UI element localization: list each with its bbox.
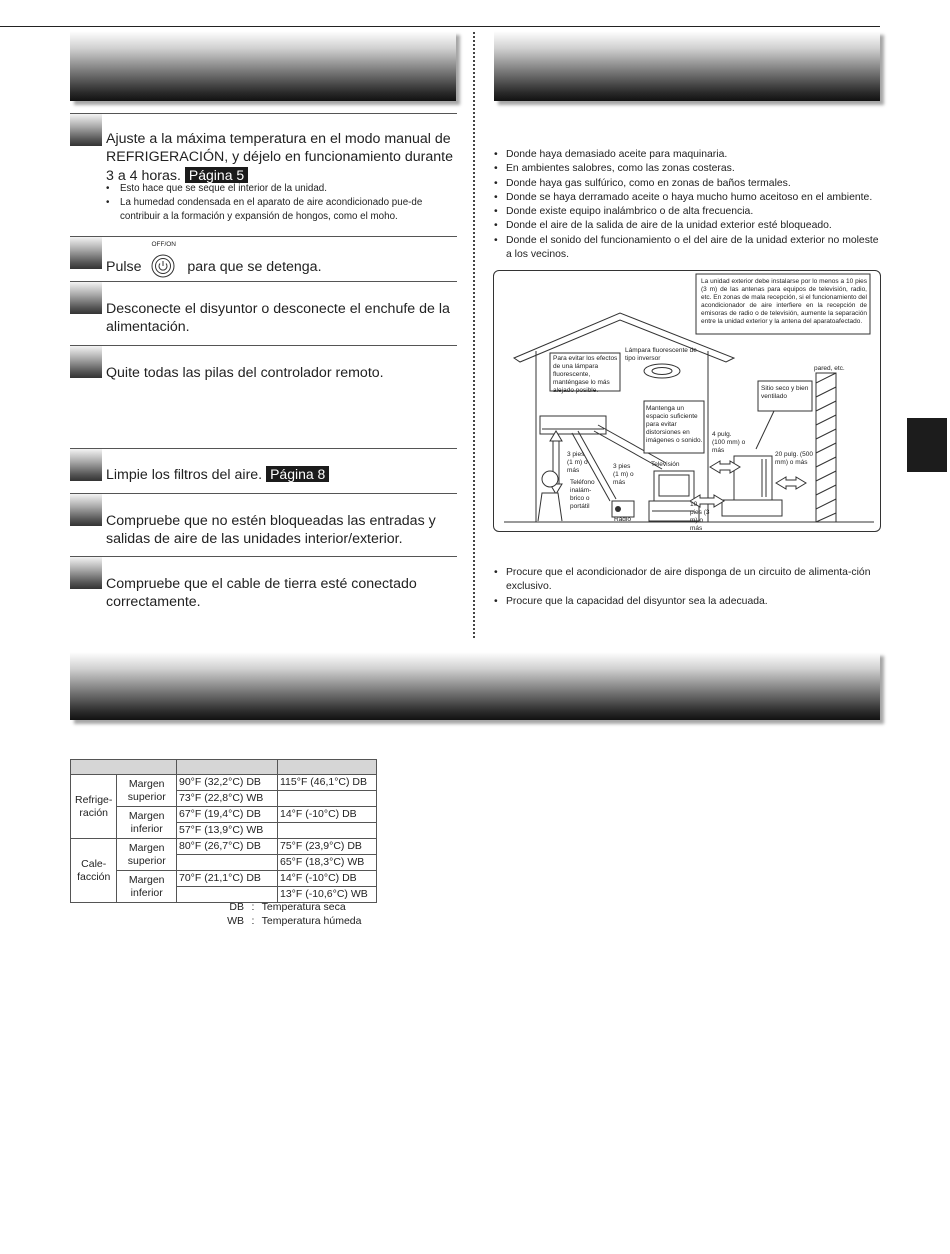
step-text: Limpie los filtros del aire. Página 8 bbox=[106, 465, 458, 484]
four-inch-label: 4 pulg. (100 mm) o más bbox=[712, 431, 746, 454]
column-divider bbox=[473, 32, 475, 638]
table-row: 13°F (-10,6°C) WB bbox=[71, 887, 377, 903]
step-7 bbox=[70, 556, 457, 617]
table-row: 65°F (18,3°C) WB bbox=[71, 855, 377, 871]
header-bar-left bbox=[70, 31, 456, 101]
step-text: Pulse OFF/ON para que se detenga. bbox=[106, 255, 458, 279]
dry-place-label: Sitio seco y bien ventilado bbox=[761, 385, 809, 400]
header-bar-right bbox=[494, 31, 880, 101]
step-6 bbox=[70, 493, 457, 556]
list-item: • Donde el sonido del funcionamiento o el del aire de la unidad exterior no moleste a los vecinos. bbox=[492, 234, 880, 263]
outdoor-antenna-note: La unidad exterior debe instalarse por lo menos a 10 pies (3 m) de las antenas para equipos de televisión, radio, etc. En zonas de mala recepción, si el funcionamiento del acondicionador de aire interfiere en la recepción de emisoras de radio o de televisión, aumente la separación entre la unidad exterior y la antena del aparatoafectado. bbox=[701, 278, 867, 325]
distance-note: Mantenga un espacio suficiente para evitar distorsiones en imágenes o sonido. bbox=[646, 405, 703, 444]
location-bullet-list bbox=[492, 148, 880, 262]
step-text: Desconecte el disyuntor o desconecte el enchufe de la alimentación. bbox=[106, 301, 450, 335]
step-text: Ajuste a la máxima temperatura en el modo manual de REFRIGERACIÓN, y déjelo en funcionamiento durante 3 a 4 horas. Página 5 bbox=[106, 131, 453, 184]
fluorescent-note: Para evitar los efectos de una lámpara fluorescente, manténgase lo más alejado posible. bbox=[553, 355, 618, 394]
legend-row: DB : Temperatura seca bbox=[229, 901, 346, 913]
list-item: • Donde existe equipo inalámbrico o de alta frecuencia. bbox=[492, 205, 880, 219]
table-row: Margen inferior 67°F (19,4°C) DB 14°F (-10°C) DB bbox=[71, 807, 377, 823]
list-item: • Donde haya gas sulfúrico, como en zonas de baños termales. bbox=[492, 177, 880, 191]
radio-label: Radio bbox=[614, 516, 631, 523]
step-number-box bbox=[70, 237, 102, 269]
step-text: Compruebe que el cable de tierra esté conectado correctamente. bbox=[106, 576, 417, 610]
step-text: Quite todas las pilas del controlador remoto. bbox=[106, 365, 384, 381]
tv-label: Televisión bbox=[651, 461, 680, 468]
three-ft-label-b: 3 pies (1 m) o más bbox=[613, 463, 634, 486]
header-bar-bottom bbox=[70, 652, 880, 720]
step-sub-bullets: • Esto hace que se seque el interior de la unidad. • La humedad condensada en el aparato de aire acondicionado pue-de contribuir a la formación y expansión de hongos, como el moho. bbox=[106, 183, 423, 222]
twenty-inch-label: 20 pulg. (500 mm) o más bbox=[775, 451, 813, 466]
side-tab bbox=[907, 418, 947, 472]
step-text: Compruebe que no estén bloqueadas las entradas y salidas de aire de las unidades interior/exterior. bbox=[106, 513, 436, 547]
off-on-button-icon: OFF/ON bbox=[149, 255, 179, 279]
list-item: • Procure que la capacidad del disyuntor sea la adecuada. bbox=[492, 595, 880, 609]
page-link-badge[interactable]: Página 8 bbox=[266, 466, 329, 482]
table-legend bbox=[222, 900, 382, 928]
table-header-row bbox=[71, 760, 377, 775]
step-number-box bbox=[70, 449, 102, 481]
phone-label: Teléfono inalám-brico o portátil bbox=[570, 479, 595, 510]
list-item: • En ambientes salobres, como las zonas costeras. bbox=[492, 162, 880, 176]
installation-figure bbox=[493, 270, 881, 532]
wall-label: pared, etc. bbox=[814, 365, 845, 372]
step-4 bbox=[70, 345, 457, 448]
list-item: • Donde se haya derramado aceite o haya mucho humo aceitoso en el ambiente. bbox=[492, 191, 880, 205]
power-bullet-list bbox=[492, 566, 880, 609]
step-3 bbox=[70, 281, 457, 344]
legend-row: WB : Temperatura húmeda bbox=[227, 915, 362, 927]
table-row: 73°F (22,8°C) WB bbox=[71, 791, 377, 807]
ten-ft-label: 10 pies (3 m) o más bbox=[690, 501, 710, 532]
list-item: • Donde el aire de la salida de aire de la unidad exterior esté bloqueado. bbox=[492, 219, 880, 233]
operating-range-table bbox=[70, 759, 377, 903]
table-row: Cale-facción Margen superior 80°F (26,7°C) DB 75°F (23,9°C) DB bbox=[71, 839, 377, 855]
step-number-box bbox=[70, 346, 102, 378]
step-2 bbox=[70, 236, 457, 281]
table-row: 57°F (13,9°C) WB bbox=[71, 823, 377, 839]
top-rule bbox=[0, 26, 880, 27]
table-row: Refrige-ración Margen superior 90°F (32,2°C) DB 115°F (46,1°C) DB bbox=[71, 775, 377, 791]
page-link-badge[interactable]: Página 5 bbox=[185, 167, 248, 183]
lamp-label: Lámpara fluorescente de tipo inversor bbox=[625, 347, 697, 362]
step-5 bbox=[70, 448, 457, 493]
step-number-box bbox=[70, 494, 102, 526]
table-row: Margen inferior 70°F (21,1°C) DB 14°F (-10°C) DB bbox=[71, 871, 377, 887]
list-item: • Donde haya demasiado aceite para maquinaria. bbox=[492, 148, 880, 162]
step-number-box bbox=[70, 282, 102, 314]
three-ft-label-a: 3 pies (1 m) o más bbox=[567, 451, 588, 474]
list-item: • Procure que el acondicionador de aire disponga de un circuito de alimenta-ción exclusivo. bbox=[492, 566, 880, 595]
step-number-box bbox=[70, 114, 102, 146]
step-1 bbox=[70, 113, 457, 236]
step-number-box bbox=[70, 557, 102, 589]
